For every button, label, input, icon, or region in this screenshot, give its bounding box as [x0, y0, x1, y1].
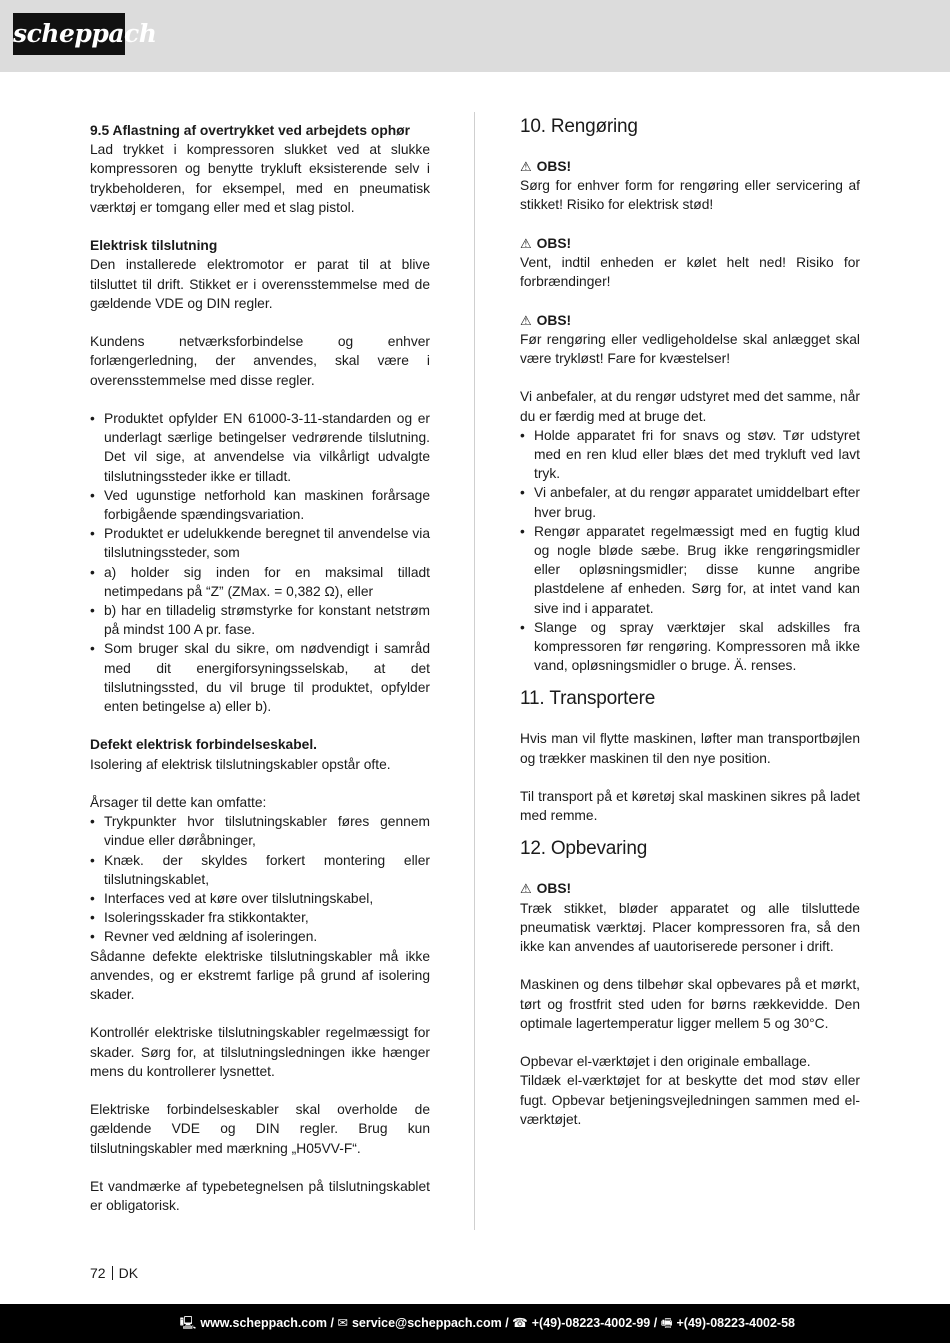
list-item: • Som bruger skal du sikre, om nødvendigt i samråd med dit energiforsyningsselskab, at det tilslutningssted, du vil bruge til produktet, opfylder enten betingelse a) eller b). [90, 639, 430, 716]
section-12-heading [520, 838, 860, 860]
electric-connection-title: Elektrisk tilslutning [90, 238, 218, 254]
storage-text: Maskinen og dens tilbehør skal opbevares på et mørkt, tørt og frostfrit sted uden for børns rækkevidde. Den optimale lagertemperatur ligger mellem 5 og 30°C. [520, 977, 860, 1031]
causes-list [90, 812, 430, 946]
list-item: • b) har en tilladelig strømstyrke for konstant netstrøm på mindst 100 A pr. fase. [90, 601, 430, 639]
section-9-5-title: 9.5 Aflastning af overtrykket ved arbejdets ophør [90, 123, 410, 138]
footer-bar [0, 1304, 950, 1343]
warning-triangle-icon: ⚠ [520, 881, 532, 897]
section-10-heading [520, 116, 860, 138]
warning-triangle-icon: ⚠ [520, 312, 532, 328]
warning-triangle-icon: ⚠ [520, 235, 532, 251]
list-item: • Knæk. der skyldes forkert montering eller tilslutningskablet, [90, 851, 430, 889]
section-number: 12. [520, 838, 546, 860]
defective-cable-title: Defekt elektrisk forbindelseskabel. [90, 737, 317, 753]
list-item: • Rengør apparatet regelmæssigt med en fugtig klud og nogle bløde sæbe. Brug ikke rengøringsmidler eller opløsningsmidler; disse kunne angribe plastdelene af enheden. Sørg for, at intet vand kan sive ind i apparatet. [520, 522, 860, 618]
footer-email[interactable]: service@scheppach.com [351, 1316, 502, 1330]
right-column [520, 116, 860, 1129]
list-item: • Isoleringsskader fra stikkontakter, [90, 908, 430, 927]
warning-label: ⚠ OBS! [520, 234, 860, 253]
warning-label: ⚠ OBS! [520, 311, 860, 330]
defective-cable-warning: Sådanne defekte elektriske tilslutningskabler må ikke anvendes, og er ekstremt farlige på grund af isolering skader. [90, 948, 430, 1003]
section-title: Transportere [549, 688, 656, 710]
warning-label: ⚠ OBS! [520, 879, 860, 898]
list-item: • Produktet er udelukkende beregnet til anvendelse via tilslutningssteder, som [90, 524, 430, 562]
list-item: • Holde apparatet fri for snavs og støv. Tør udstyret med en ren klud eller blæs det med trykluft ved lavt tryk. [520, 426, 860, 484]
list-item: • Produktet opfylder EN 61000-3-11-standarden og er underlagt særlige betingelser vedrørende tilslutning. Det vil sige, at anvendelse via vilkårligt udvalgte tilslutningssteder ikke er tilladt. [90, 409, 430, 486]
list-item: • Revner ved ældning af isoleringen. [90, 927, 430, 946]
page-number: 72 DK [90, 1265, 139, 1281]
causes-intro: Årsager til dette kan omfatte: [90, 795, 267, 811]
check-cables-text: Kontrollér elektriske tilslutningskabler regelmæssigt for skader. Sørg for, at tilslutningsledningen ikke hænger mens du kontrollerer lysnettet. [90, 1025, 430, 1079]
list-item: • a) holder sig inden for en maksimal tilladt netimpedans på “Z” (ZMax. = 0,382 Ω), eller [90, 563, 430, 601]
section-title: Rengøring [550, 116, 638, 137]
list-item: • Ved ugunstige netforhold kan maskinen forårsage forbigående spændingsvariation. [90, 486, 430, 524]
computer-icon: 🖳 [179, 1316, 197, 1330]
section-title: Opbevaring [550, 838, 648, 860]
warning-text: Vent, indtil enheden er kølet helt ned! Risiko for forbrændinger! [520, 255, 860, 290]
storage-cover-text: Tildæk el-værktøjet for at beskytte det mod støv eller fugt. Opbevar betjeningsvejledningen sammen med el-værktøjet. [520, 1073, 860, 1127]
scheppach-logo: scheppach [13, 13, 125, 55]
email-icon: ✉ [337, 1316, 348, 1330]
section-11-heading [520, 688, 860, 710]
warning-label: ⚠ OBS! [520, 157, 860, 176]
footer-website[interactable]: www.scheppach.com [200, 1316, 327, 1330]
defective-cable-text: Isolering af elektrisk tilslutningskabler opstår ofte. [90, 756, 391, 772]
cleaning-list [520, 426, 860, 676]
customer-network-text: Kundens netværksforbindelse og enhver forlængerledning, der anvendes, skal være i overensstemmelse med disse regler. [90, 334, 430, 388]
footer-phone: +(49)-08223-4002-99 [531, 1316, 651, 1330]
footer-contact: 🖳 www.scheppach.com / ✉ service@scheppach.com / ☎ +(49)-08223-4002-99 / 🖷 +(49)-08223-4002-58 [179, 1316, 795, 1330]
footer-fax: +(49)-08223-4002-58 [676, 1316, 795, 1330]
transport-vehicle-text: Til transport på et køretøj skal maskinen sikres på ladet med remme. [520, 789, 860, 824]
section-number: 11. [520, 688, 545, 710]
warning-text: Sørg for enhver form for rengøring eller servicering af stikket! Risiko for elektrisk stød! [520, 178, 860, 213]
type-marking-text: Et vandmærke af typebetegnelsen på tilslutningskablet er obligatorisk. [90, 1179, 430, 1214]
list-item: • Slange og spray værktøjer skal adskilles fra kompressoren før rengøring. Kompressoren må ikke vand, opløsningsmidler o bruge. Ä. renses. [520, 618, 860, 676]
column-divider [474, 112, 475, 1230]
warning-triangle-icon: ⚠ [520, 159, 532, 174]
electric-connection-text: Den installerede elektromotor er parat til at blive tilsluttet til drift. Stikket er i overensstemmelse med de gældende VDE og DIN regler. [90, 257, 430, 311]
section-number: 10. [520, 116, 546, 137]
list-item: • Trykpunkter hvor tilslutningskabler føres gennem vindue eller døråbninger, [90, 812, 430, 850]
list-item: • Interfaces ved at køre over tilslutningskabel, [90, 889, 430, 908]
storage-packaging-text: Opbevar el-værktøjet i den originale emballage. [520, 1054, 811, 1070]
fax-icon: 🖷 [660, 1316, 673, 1330]
connection-requirements-list [90, 409, 430, 716]
left-column [90, 121, 430, 1215]
cleaning-recommendation: Vi anbefaler, at du rengør udstyret med det samme, når du er færdig med at bruge det. [520, 389, 860, 424]
transport-text: Hvis man vil flytte maskinen, løfter man transportbøjlen og trækker maskinen til den nye position. [520, 731, 860, 766]
list-item: • Vi anbefaler, at du rengør apparatet umiddelbart efter hver brug. [520, 483, 860, 521]
warning-text: Før rengøring eller vedligeholdelse skal anlægget skal være trykløst! Fare for kvæstelser! [520, 331, 860, 366]
phone-icon: ☎ [512, 1316, 528, 1330]
warning-text: Træk stikket, bløder apparatet og alle tilsluttede pneumatisk værktøj. Placer kompressoren fra, så den ikke kan anvendes af uautoriserede personer i drift. [520, 900, 860, 955]
section-9-5-text: Lad trykket i kompressoren slukket ved at slukke kompressoren og benytte trykluft eksisterende selv i trykbeholderen, for eksempel, med en pneumatisk værktøj er tomgang eller med et slag pistol. [90, 142, 430, 215]
header-bar [0, 0, 950, 72]
cable-standards-text: Elektriske forbindelseskabler skal overholde de gældende VDE og DIN regler. Brug kun tilslutningskabler med mærkning „H05VV-F“. [90, 1102, 430, 1156]
